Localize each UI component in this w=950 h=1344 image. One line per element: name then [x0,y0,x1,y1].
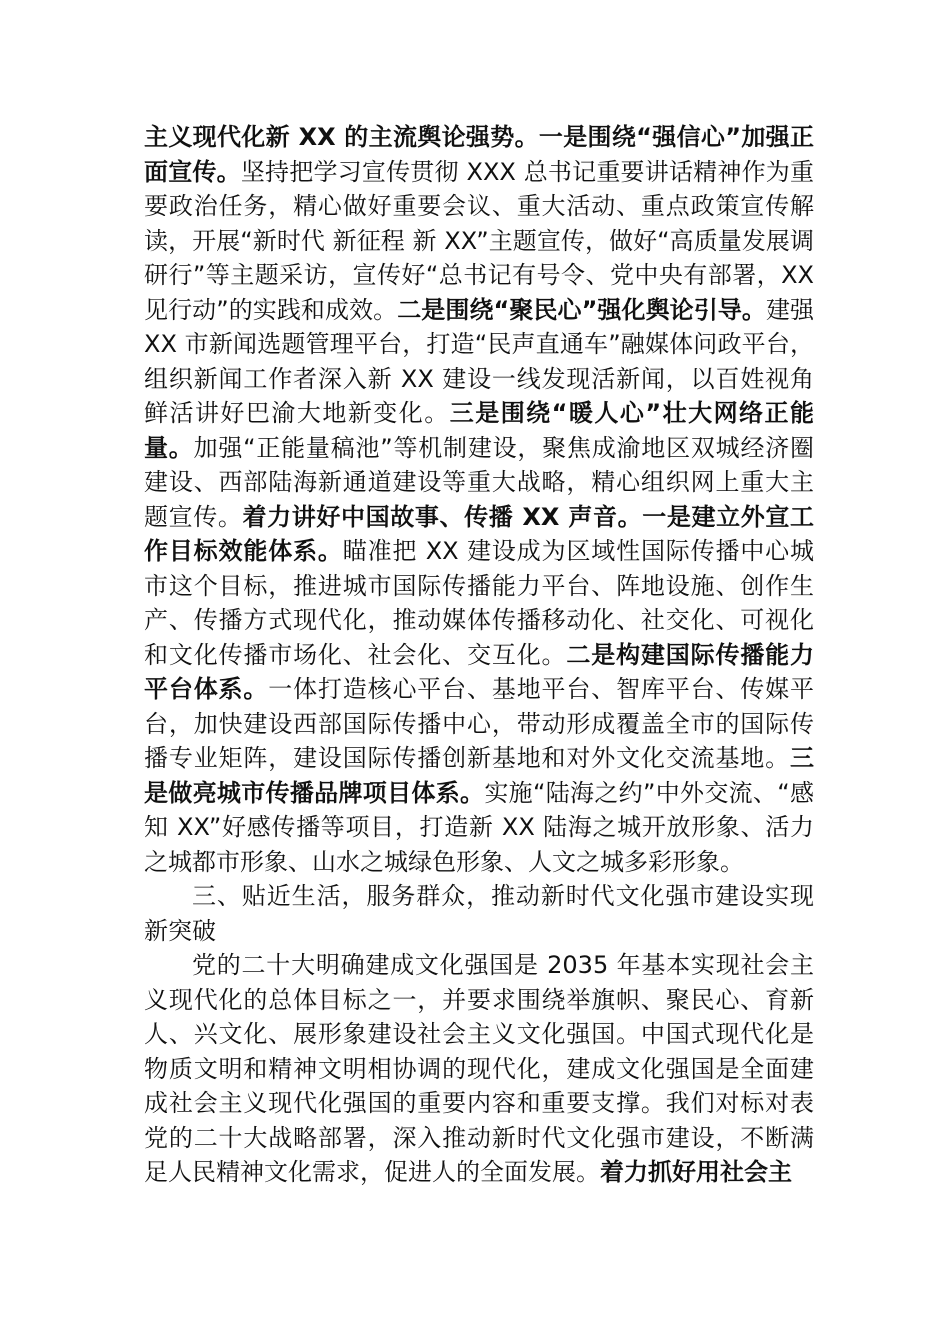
bold-lead-phrase: 二是构建国际传播能力平台体系。 [144,640,815,703]
bold-lead-phrase: 着力讲好中国故事、传播 XX 声音。一是建立外宣工作目标效能体系。 [144,502,815,565]
text-run: 实施“陆海之约”中外交流、“感知 XX”好感传播等项目，打造新 XX 陆海之城开放形象、活力之城都市形象、山水之城绿色形象、人文之城多彩形象。 [144,778,814,876]
body-paragraph-media [144,120,814,879]
text-run: 瞄准把 XX 建设成为区域性国际传播中心城市这个目标，推进城市国际传播能力平台、阵地设施、创作生产、传播方式现代化，推动媒体传播移动化、社交化、可视化和文化传播市场化、社会化、交互化。 [144,537,815,669]
text-run: 党的二十大明确建成文化强国是 2035 年基本实现社会主义现代化的总体目标之一，并要求围绕举旗帜、聚民心、育新人、兴文化、展形象建设社会主义文化强国。中国式现代化是物质文明和精神文明相协调的现代化，建成文化强国是全面建成社会主义现代化强国的重要内容和重要支撑。我们对标对表党的二十大战略部署，深入推动新时代文化强市建设，不断满足人民精神文化需求，促进人的全面发展。 [144,951,814,1186]
bold-lead-phrase: 三是围绕“暖人心”壮大网络正能量。 [144,399,815,462]
text-run: 建强 XX 市新闻选题管理平台，打造“民声直通车”融媒体问政平台，组织新闻工作者深入新 XX 建设一线发现活新闻，以百姓视角鲜活讲好巴渝大地新变化。 [144,295,815,427]
bold-lead-phrase: 二是围绕“聚民心”强化舆论引导。 [397,295,766,324]
bold-lead-phrase: 三是做亮城市传播品牌项目体系。 [144,744,814,807]
document-page [144,120,814,1190]
bold-lead-phrase: 主义现代化新 XX 的主流舆论强势。一是围绕“强信心”加强正面宣传。 [144,123,814,186]
bold-lead-phrase: 着力抓好用社会主 [600,1158,792,1186]
text-run: 加强“正能量稿池”等机制建设，聚焦成渝地区双城经济圈建设、西部陆海新通道建设等重大战略，精心组织网上重大主题宣传。 [144,433,815,531]
body-paragraph-culture [144,948,814,1190]
text-run: 坚持把学习宣传贯彻 XXX 总书记重要讲话精神作为重要政治任务，精心做好重要会议、重大活动、重点政策宣传解读，开展“新时代 新征程 新 XX”主题宣传，做好“高质量发展调研行”等主题采访，宣传好“总书记有号令、党中央有部署，XX 见行动”的实践和成效。 [144,157,814,324]
text-run: 三、贴近生活，服务群众，推动新时代文化强市建设实现新突破 [144,882,814,945]
section-heading-three [144,879,814,948]
text-run: 一体打造核心平台、基地平台、智库平台、传媒平台，加快建设西部国际传播中心，带动形成覆盖全市的国际传播专业矩阵，建设国际传播创新基地和对外文化交流基地。 [144,675,815,772]
